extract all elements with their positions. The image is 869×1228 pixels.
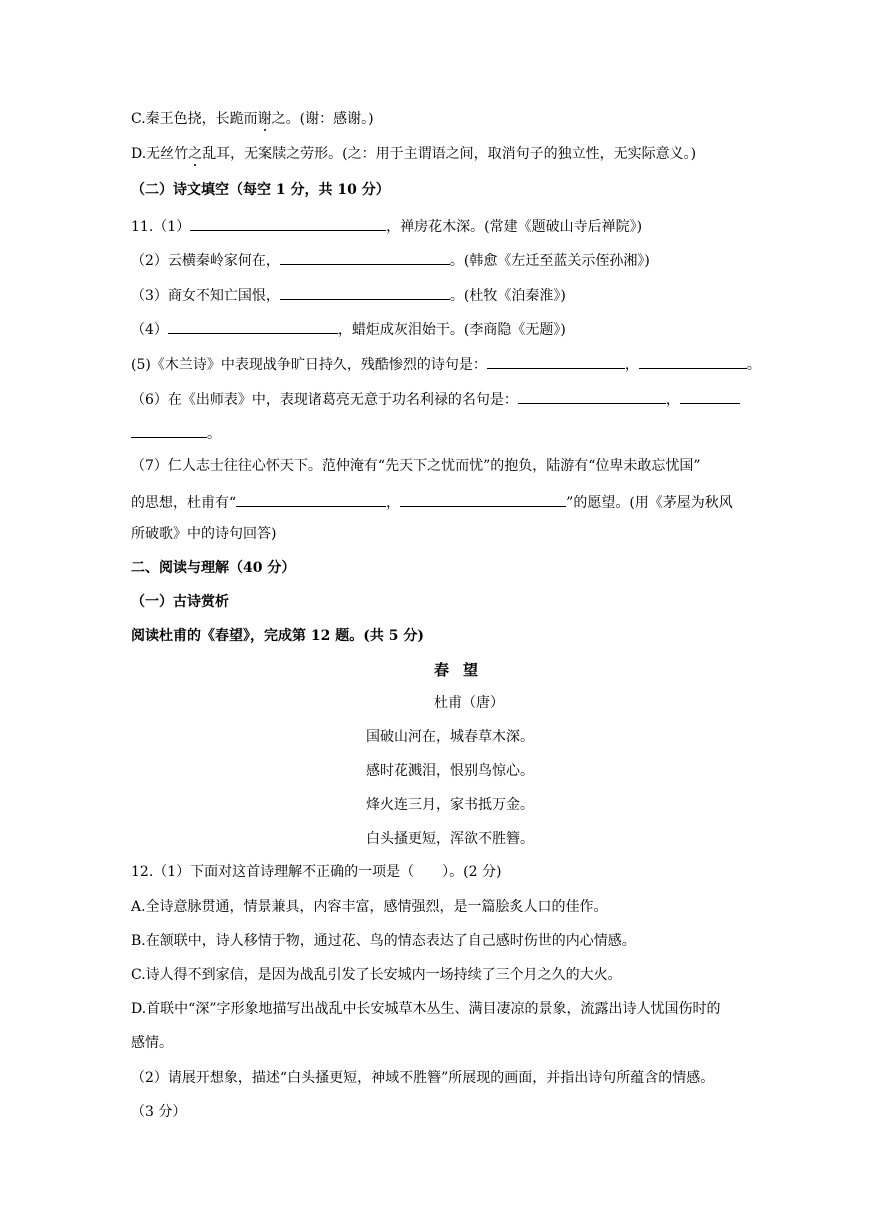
answer-blank[interactable] <box>680 387 740 404</box>
answer-blank[interactable] <box>280 283 450 300</box>
subsection-heading-poem: （一）古诗赏析 <box>131 594 229 610</box>
q10-option-c: C.秦王色挠，长跪而谢之。(谢：感谢。) <box>131 111 374 127</box>
q11-part-3: （3）商女不知亡国恨， 。(杜牧《泊秦淮》) <box>131 283 566 306</box>
q12-option-c: C.诗人得不到家信，是因为战乱引发了长安城内一场持续了三个月之久的大火。 <box>131 967 622 983</box>
q11-part-7-line2: 的思想，杜甫有“ ， ”的愿望。(用《茅屋为秋风 <box>131 490 733 513</box>
q10-option-d: D.无丝竹之乱耳，无案牍之劳形。(之：用于主谓语之间，取消句子的独立性，无实际意义。) <box>131 146 697 162</box>
q11-part-1: 11.（1） ，禅房花木深。(常建《题破山寺后禅院》) <box>131 214 642 237</box>
answer-blank[interactable] <box>487 352 625 369</box>
answer-blank[interactable] <box>131 421 207 438</box>
answer-blank[interactable] <box>190 214 386 231</box>
q12-option-a: A.全诗意脉贯通，情景兼具，内容丰富，感情强烈，是一篇脍炙人口的佳作。 <box>131 899 608 915</box>
q12-part-1: 12.（1）下面对这首诗理解不正确的一项是（ ）。(2 分) <box>131 864 502 880</box>
q11-part-6: （6）在《出师表》中，表现诸葛亮无意于功名利禄的名句是： ， <box>131 387 740 410</box>
answer-blank[interactable] <box>168 317 338 334</box>
answer-blank[interactable] <box>518 387 666 404</box>
answer-blank[interactable] <box>639 352 747 369</box>
q12-option-d-continued: 感情。 <box>131 1035 173 1051</box>
answer-blank[interactable] <box>280 248 450 265</box>
q12-part-2-score: （3 分） <box>131 1104 187 1120</box>
poem-line-2: 感时花溅泪，恨别鸟惊心。 <box>366 763 534 779</box>
q11-part-4: （4） ，蜡炬成灰泪始干。(李商隐《无题》) <box>131 317 566 340</box>
reading-instruction: 阅读杜甫的《春望》，完成第 12 题。(共 5 分) <box>131 628 424 644</box>
part-heading-reading: 二、阅读与理解（40 分） <box>131 560 296 576</box>
q11-part-5: (5)《木兰诗》中表现战争旷日持久，残酷惨烈的诗句是： ， 。 <box>131 352 761 375</box>
poem-line-4: 白头搔更短，浑欲不胜簪。 <box>366 831 534 847</box>
q11-part-2: （2）云横秦岭家何在， 。(韩愈《左迁至蓝关示侄孙湘》) <box>131 248 650 271</box>
q12-option-b: B.在颔联中，诗人移情于物，通过花、鸟的情态表达了自己感时伤世的内心情感。 <box>131 933 636 949</box>
poem-line-3: 烽火连三月，家书抵万金。 <box>366 797 534 813</box>
q12-part-2: （2）请展开想象，描述“白头搔更短，神域不胜簪”所展现的画面，并指出诗句所蕴含的情感。 <box>131 1070 715 1086</box>
section-heading-poetry-fill: （二）诗文填空（每空 1 分，共 10 分） <box>131 182 390 198</box>
q11-part-7-line1: （7）仁人志士往往心怀天下。范仲淹有“先天下之忧而忧”的抱负，陆游有“位卑未敢忘忧国” <box>131 458 701 474</box>
q11-part-6-continued: 。 <box>131 421 221 444</box>
answer-blank[interactable] <box>236 490 386 507</box>
emphasis-dot-char: 谢 <box>257 111 272 127</box>
q12-option-d: D.首联中“深”字形象地描写出战乱中长安城草木丛生、满目凄凉的景象，流露出诗人忧国伤时的 <box>131 1001 721 1017</box>
emphasis-dot-char: 之 <box>188 146 203 162</box>
poem-line-1: 国破山河在，城春草木深。 <box>366 729 534 745</box>
q11-part-7-line3: 所破歌》中的诗句回答) <box>131 526 277 542</box>
poem-title: 春望 <box>434 661 493 679</box>
poem-author: 杜甫（唐） <box>434 695 504 711</box>
answer-blank[interactable] <box>400 490 566 507</box>
